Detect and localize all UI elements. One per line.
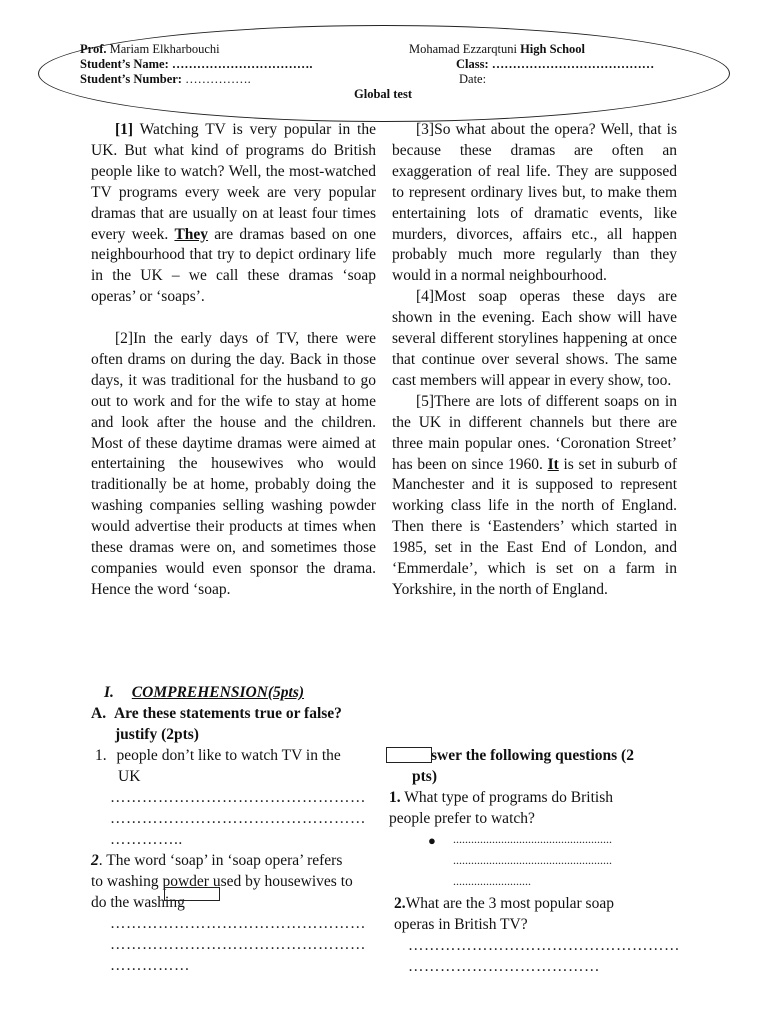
part-a-title-line1: Are these statements true or false? xyxy=(113,705,342,722)
answer-line-a2-3[interactable]: …………… xyxy=(110,957,190,974)
paragraph-4: [4]Most soap operas these days are shown in the evening. Each show will have several different storylines happening at once that continue over several shows. The same cast members will appear in every show, too. xyxy=(392,288,677,389)
class-label: Class: xyxy=(456,57,489,71)
paragraph-5 xyxy=(392,392,677,601)
date-label: Date: xyxy=(459,72,487,86)
word-they: They xyxy=(174,225,209,243)
highlight-box xyxy=(164,887,220,901)
question-a2-line3: do the washing xyxy=(91,894,185,911)
student-name-dots: ……………………………. xyxy=(171,57,313,71)
question-a1-line2: UK xyxy=(118,768,141,785)
answer-line-a2-2[interactable]: ………………………………………… xyxy=(110,936,366,953)
paragraph-3: [3]So what about the opera? Well, that is because these dramas are often an exaggeration of real life. They are supposed to represent ordinary lives but, to make them entertaining lots of dramatic events, like murders, divorces, affairs etc., all happen probably much more regularly than they would in a normal neighbourhood. xyxy=(392,121,677,285)
question-b2-line1 xyxy=(394,893,614,914)
answer-line-b2-1[interactable]: …………………………………………… xyxy=(408,937,680,954)
prof-line xyxy=(80,41,220,57)
question-a1-line1: people don’t like to watch TV in the xyxy=(116,747,341,764)
student-name-label: Student’s Name: xyxy=(80,57,169,71)
part-a-label: A. xyxy=(91,705,107,722)
text-column-left xyxy=(91,120,376,601)
question-a2-number: 2 xyxy=(91,852,99,869)
question-a2-line1 xyxy=(91,850,342,871)
prof-name: Mariam Elkharbouchi xyxy=(109,42,220,56)
test-title: Global test xyxy=(354,87,412,101)
student-name-line xyxy=(80,56,313,72)
answer-line-a1-3[interactable]: ………….. xyxy=(110,831,183,848)
question-a1-number: 1. xyxy=(95,747,107,764)
answer-line-a2-1[interactable]: ………………………………………… xyxy=(110,915,366,932)
bullet-icon: ● xyxy=(428,833,436,848)
question-b1-line1 xyxy=(389,787,613,808)
part-b-label-box xyxy=(386,747,432,763)
answer-line-b1-1[interactable]: ..................................................... xyxy=(453,832,612,846)
paragraph-1-text-a: Watching TV is very popular in the UK. But what kind of programs do British people like to watch? Well, the most-watched TV programs every week are very popular dramas that are usually on at least four times every week. xyxy=(91,121,376,243)
paragraph-1-marker: [1] xyxy=(115,121,134,138)
part-b-heading-line2: pts) xyxy=(412,768,437,785)
answer-line-b2-2[interactable]: ……………………………… xyxy=(408,958,600,975)
prof-label: Prof. xyxy=(80,42,107,56)
class-line xyxy=(456,56,654,72)
part-a-heading xyxy=(91,703,342,724)
question-b1-line2: people prefer to watch? xyxy=(389,810,535,827)
student-number-label: Student’s Number: xyxy=(80,72,182,86)
answer-line-b1-2[interactable]: ..................................................... xyxy=(453,853,612,867)
paragraph-5-text-b: is set in suburb of Manchester and it is supposed to represent working class life in the north of England. Then there is ‘Eastenders’ which started in 1985, set in the East End of London, and ‘Emmerdale’, which is set on a farm in Yorkshire, in the north of England. xyxy=(392,455,677,598)
question-b1-line1-text: What type of programs do British xyxy=(400,789,614,806)
word-it: It xyxy=(547,455,559,473)
paragraph-1 xyxy=(91,120,376,308)
part-a-title-line2: justify (2pts) xyxy=(115,726,199,743)
question-b1-number: 1. xyxy=(389,789,401,806)
school-line xyxy=(409,41,585,57)
section-numeral: I. xyxy=(104,684,114,701)
question-b2-number: 2. xyxy=(394,895,406,912)
question-a2-line2: to washing powder used by housewives to xyxy=(91,873,353,890)
question-a1 xyxy=(95,745,341,766)
answer-line-b1-3[interactable]: .......................... xyxy=(453,874,531,888)
school-name: Mohamad Ezzarqtuni xyxy=(409,42,517,56)
question-b2-line2: operas in British TV? xyxy=(394,916,528,933)
answer-line-a1-2[interactable]: ………………………………………… xyxy=(110,810,366,827)
part-b-heading-line1: swer the following questions (2 xyxy=(431,747,634,764)
student-number-line xyxy=(80,71,251,87)
student-number-dots: ……………. xyxy=(185,72,251,86)
class-dots: ………………………………… xyxy=(491,57,655,71)
question-b2-line1-text: What are the 3 most popular soap xyxy=(405,895,614,912)
paragraph-1-text-b: are dramas based on one neighbourhood that try to depict ordinary life in the UK – we call these dramas ‘soap operas’ or ‘soaps’. xyxy=(91,225,377,306)
question-a2-line1-text: . The word ‘soap’ in ‘soap opera’ refers xyxy=(98,852,343,869)
paragraph-5-text-a: [5]There are lots of different soaps on in the UK in different channels but there are three main popular ones. ‘Coronation Street’ has been on since 1960. xyxy=(392,392,677,473)
school-type: High School xyxy=(520,42,586,56)
answer-line-a1-1[interactable]: ………………………………………… xyxy=(110,789,366,806)
paragraph-2: [2]In the early days of TV, there were often drams on during the day. Back in those days, it was traditional for the husband to go out to work and for the wife to stay at home and look after the house and the children. Most of these daytime dramas were aimed at entertaining the housewives who would traditionally be at home, probably doing the washing companies selling washing powder would advertise their products at times when these dramas were on, and sometimes those companies would even sponsor the drama. Hence the word ‘soap. xyxy=(91,330,376,598)
comprehension-heading xyxy=(104,682,304,703)
section-title: COMPREHENSION(5pts) xyxy=(131,684,305,701)
text-column-right xyxy=(392,120,677,601)
